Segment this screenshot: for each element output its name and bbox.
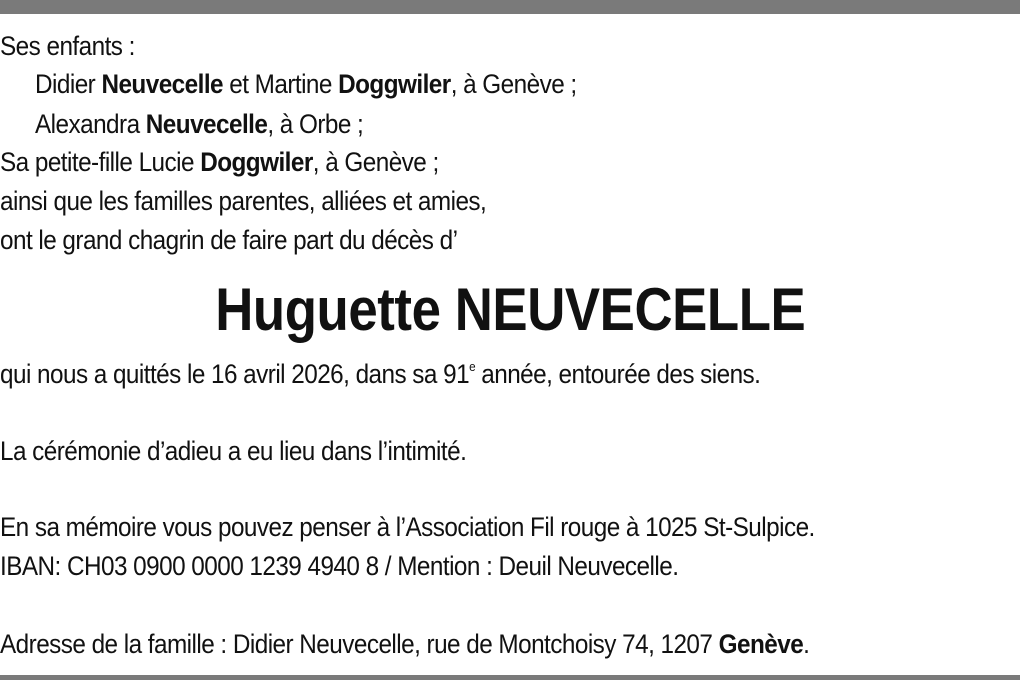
bottom-rule: [0, 675, 1020, 680]
announcement-line: ont le grand chagrin de faire part du décès d’: [0, 225, 458, 255]
deceased-name: Huguette NEUVECELLE: [214, 276, 806, 343]
granddaughter-line: Sa petite-fille Lucie Doggwiler, à Genève ;: [0, 147, 439, 177]
ceremony-line: La cérémonie d’adieu a eu lieu dans l’intimité.: [0, 436, 467, 466]
memorial-line: En sa mémoire vous pouvez penser à l’Association Fil rouge à 1025 St-Sulpice.: [0, 512, 815, 542]
iban-line: IBAN: CH03 0900 0000 1239 4940 8 / Mention : Deuil Neuvecelle.: [0, 551, 679, 581]
child-line-2: Alexandra Neuvecelle, à Orbe ;: [35, 109, 364, 139]
family-address-line: Adresse de la famille : Didier Neuvecelle, rue de Montchoisy 74, 1207 Genève.: [0, 629, 810, 659]
families-line: ainsi que les familles parentes, alliées et amies,: [0, 186, 487, 216]
top-rule: [0, 0, 1020, 14]
passing-line: qui nous a quittés le 16 avril 2026, dans sa 91e année, entourée des siens.: [0, 359, 761, 389]
child-line-1: Didier Neuvecelle et Martine Doggwiler, à Genève ;: [35, 69, 577, 99]
children-heading: Ses enfants :: [0, 31, 135, 61]
